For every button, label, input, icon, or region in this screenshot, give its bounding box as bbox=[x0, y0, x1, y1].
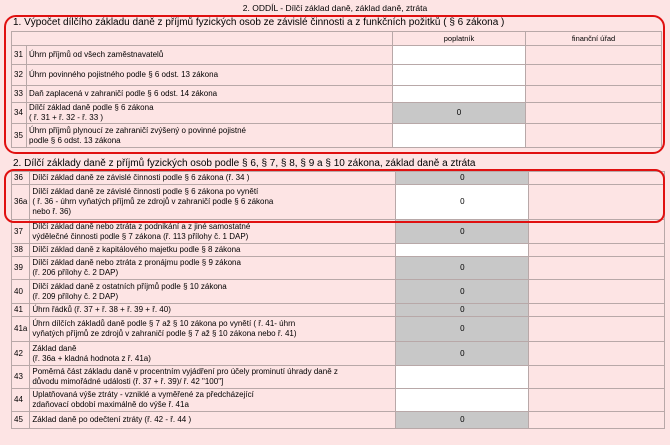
row-number: 40 bbox=[12, 280, 30, 304]
row-label: Úhrn příjmů od všech zaměstnavatelů bbox=[27, 46, 393, 65]
col-poplatnik: poplatník bbox=[393, 32, 526, 46]
row-label: Dílčí základ daně z kapitálového majetku podle § 8 zákona bbox=[30, 244, 396, 257]
row-label: Dílčí základ daně nebo ztráta z podnikání a z jiné samostatné výdělečné činnosti podle § 7 zákona (ř. 113 přílohy č. 1 DAP) bbox=[30, 220, 396, 244]
row-number: 37 bbox=[12, 220, 30, 244]
row-number: 38 bbox=[12, 244, 30, 257]
poplatnik-value-field[interactable]: 0 bbox=[396, 257, 529, 280]
row-label: Základ daně (ř. 36a + kladná hodnota z ř. 41a) bbox=[30, 342, 396, 366]
row-label: Základ daně po odečtení ztráty (ř. 42 - ř. 44 ) bbox=[30, 412, 396, 429]
poplatnik-value-field[interactable]: 0 bbox=[396, 172, 529, 185]
poplatnik-value-field[interactable]: 0 bbox=[396, 280, 529, 304]
row-label: Dílčí základ daně nebo ztráta z pronájmu podle § 9 zákona (ř. 206 přílohy č. 2 DAP) bbox=[30, 257, 396, 280]
section1-heading: 1. Výpočet dílčího základu daně z příjmů fyzických osob ze závislé činnosti a z funkčních požitků ( § 6 zákona ) bbox=[13, 17, 505, 28]
row-number: 36 bbox=[12, 172, 30, 185]
table-row bbox=[12, 280, 665, 304]
row-number: 31 bbox=[12, 46, 27, 65]
financni-urad-field bbox=[529, 257, 665, 280]
table-row bbox=[12, 389, 665, 412]
col-financni-urad: finanční úřad bbox=[526, 32, 662, 46]
table-row bbox=[12, 366, 665, 389]
financni-urad-field bbox=[529, 412, 665, 429]
row-number: 43 bbox=[12, 366, 30, 389]
table-row bbox=[12, 220, 665, 244]
row-number: 41a bbox=[12, 317, 30, 342]
row-label: Úhrn dílčích základů daně podle § 7 až § 10 zákona po vynětí ( ř. 41- úhrn vyňatých příjmů ze zdrojů v zahraničí podle § 7 až § 10 zákona nebo ř. 41) bbox=[30, 317, 396, 342]
table-row bbox=[12, 412, 665, 429]
table-row bbox=[12, 317, 665, 342]
financni-urad-field bbox=[529, 389, 665, 412]
row-number: 36a bbox=[12, 185, 30, 220]
table-row bbox=[12, 342, 665, 366]
financni-urad-field bbox=[529, 304, 665, 317]
highlight-frame-rows-36 bbox=[4, 169, 665, 223]
poplatnik-value-field[interactable] bbox=[396, 244, 529, 257]
table-row bbox=[12, 257, 665, 280]
poplatnik-value-field[interactable]: 0 bbox=[396, 304, 529, 317]
row-label: Dílčí základ daně ze závislé činnosti podle § 6 zákona po vynětí ( ř. 36 - úhrn vyňatých příjmů ze zdrojů v zahraničí podle § 6 zákona nebo ř. 36) bbox=[30, 185, 396, 220]
row-number: 33 bbox=[12, 86, 27, 103]
row-number: 39 bbox=[12, 257, 30, 280]
financni-urad-field bbox=[529, 342, 665, 366]
table-row bbox=[12, 244, 665, 257]
row-number: 35 bbox=[12, 124, 27, 148]
row-number: 41 bbox=[12, 304, 30, 317]
row-label: Úhrn povinného pojistného podle § 6 odst. 13 zákona bbox=[27, 65, 393, 86]
poplatnik-value-field[interactable]: 0 bbox=[396, 317, 529, 342]
row-number: 45 bbox=[12, 412, 30, 429]
poplatnik-value-field[interactable]: 0 bbox=[396, 185, 529, 220]
financni-urad-field bbox=[529, 220, 665, 244]
row-label: Úhrn příjmů plynoucí ze zahraničí zvýšený o povinné pojistné podle § 6 odst. 13 zákona bbox=[27, 124, 393, 148]
row-label: Dílčí základ daně ze závislé činnosti podle § 6 zákona (ř. 34 ) bbox=[30, 172, 396, 185]
poplatnik-value-field[interactable]: 0 bbox=[396, 412, 529, 429]
row-number: 42 bbox=[12, 342, 30, 366]
poplatnik-value-field[interactable]: 0 bbox=[393, 103, 526, 124]
financni-urad-field bbox=[529, 317, 665, 342]
row-label: Dílčí základ daně podle § 6 zákona ( ř. 31 + ř. 32 - ř. 33 ) bbox=[27, 103, 393, 124]
row-label: Dílčí základ daně z ostatních příjmů podle § 10 zákona (ř. 209 přílohy č. 2 DAP) bbox=[30, 280, 396, 304]
row-number: 34 bbox=[12, 103, 27, 124]
highlight-frame-section1 bbox=[4, 15, 665, 154]
poplatnik-value-field[interactable]: 0 bbox=[396, 220, 529, 244]
table-row bbox=[12, 304, 665, 317]
row-label: Poměrná část základu daně v procentním vyjádření pro účely prominutí úhrady daně z důvodu mimořádné události (ř. 37 + ř. 39)/ ř. 42 "100"] bbox=[30, 366, 396, 389]
row-label: Úhrn řádků (ř. 37 + ř. 38 + ř. 39 + ř. 40) bbox=[30, 304, 396, 317]
row-label: Uplatňovaná výše ztráty - vzniklé a vyměřené za předcházející zdaňovací období maximálně do výše ř. 41a bbox=[30, 389, 396, 412]
row-number: 32 bbox=[12, 65, 27, 86]
financni-urad-field bbox=[529, 280, 665, 304]
page-title: 2. ODDÍL - Dílčí základ daně, základ daně, ztráta bbox=[242, 3, 428, 13]
row-label: Daň zaplacená v zahraničí podle § 6 odst. 14 zákona bbox=[27, 86, 393, 103]
financni-urad-field bbox=[529, 244, 665, 257]
financni-urad-field bbox=[529, 366, 665, 389]
poplatnik-value-field[interactable]: 0 bbox=[396, 342, 529, 366]
section2-heading: 2. Dílčí základy daně z příjmů fyzických osob podle § 6, § 7, § 8, § 9 a § 10 zákona, základ daně a ztráta bbox=[13, 158, 476, 169]
row-number: 44 bbox=[12, 389, 30, 412]
poplatnik-value-field[interactable] bbox=[396, 389, 529, 412]
poplatnik-value-field[interactable] bbox=[396, 366, 529, 389]
